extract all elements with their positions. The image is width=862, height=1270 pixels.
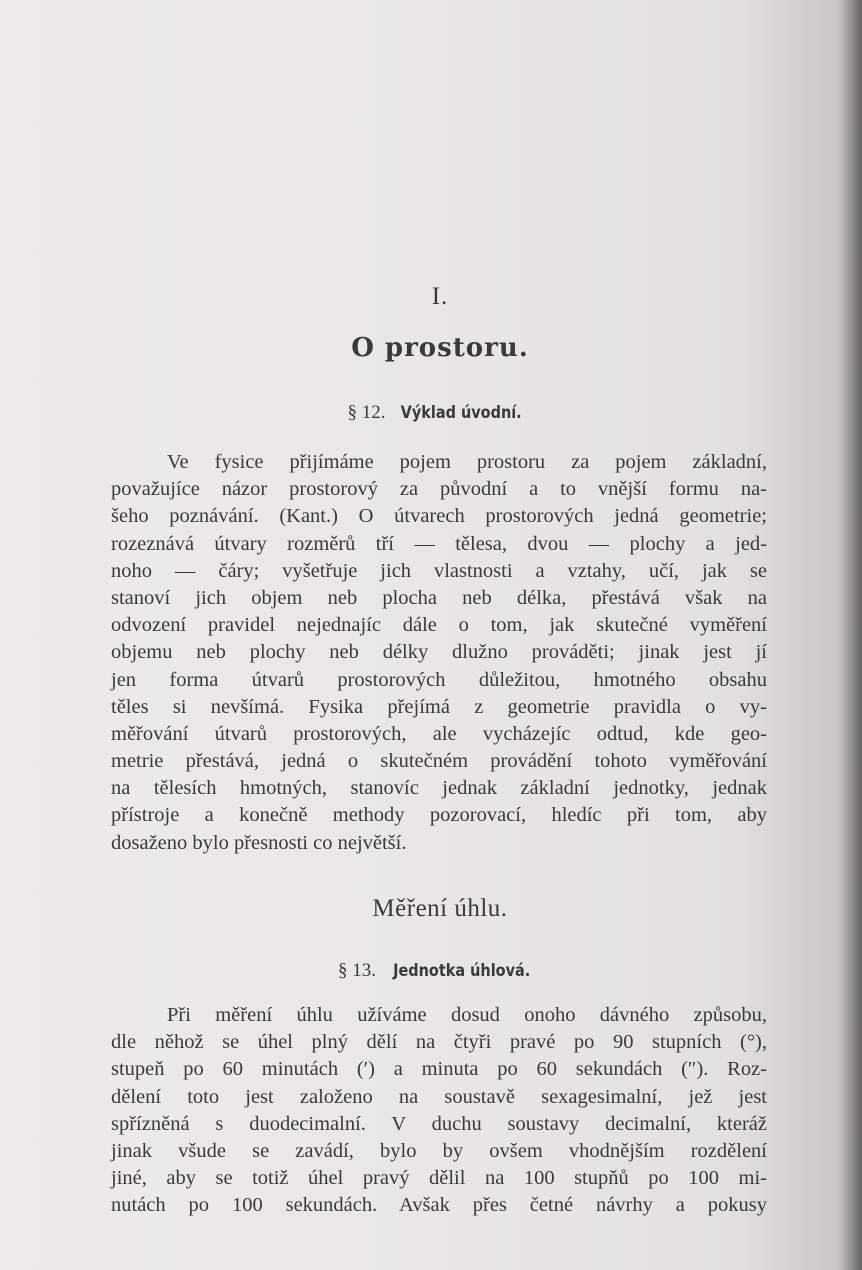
text-line: jiné, aby se totiž úhel pravý dělil na 100 stupňů po 100 mi- [111, 1167, 767, 1190]
text-line: Při měření úhlu užíváme dosud onoho dávného způsobu, [167, 1004, 767, 1026]
text-line: šeho poznávání. (Kant.) O útvarech prostorových jedná geometrie; [111, 505, 767, 528]
text-line: noho — čáry; vyšetřuje jich vlastnosti a vztahy, učí, jak se [111, 559, 767, 582]
text-line: dle něhož se úhel plný dělí na čtyři pravé po 90 stupních (°), [111, 1031, 767, 1054]
text-line: dělení toto jest založeno na soustavě sexagesimalní, jež jest [111, 1085, 767, 1108]
text-line: těles si nevšímá. Fysika přejímá z geometrie pravidla o vy- [111, 695, 767, 718]
section-heading-13 [0, 960, 862, 982]
subheading: Měření úhlu. [372, 895, 508, 922]
text-line: na tělesích hmotných, stanovíc jednak základní jednotky, jednak [111, 777, 767, 800]
page-gutter-shadow [840, 0, 862, 1270]
chapter-number: I. [431, 283, 449, 310]
text-line: Ve fysice přijímáme pojem prostoru za pojem základní, [167, 451, 767, 473]
text-line: měřování útvarů prostorových, ale vycházejíc odtud, kde geo- [111, 722, 767, 745]
section-12-paragraph [111, 449, 767, 857]
text-line: spřízněná s duodecimalní. V duchu soustavy decimalní, kteráž [111, 1112, 767, 1135]
section-heading-12 [0, 402, 862, 424]
text-line: považujíce názor prostorový za původní a to vnější formu na- [111, 478, 767, 501]
text-line: jinak všude se zavádí, bylo by ovšem vhodnějším rozdělení [111, 1139, 767, 1162]
section-number: § 13. [337, 960, 376, 981]
section-title: Jednotka úhlová. [392, 961, 530, 981]
text-line: jen forma útvarů prostorových důležitou, hmotného obsahu [111, 668, 767, 691]
chapter-title: O prostoru. [351, 333, 529, 363]
text-line: dosaženo bylo přesnosti co největší. [111, 831, 407, 854]
text-line: stanoví jich objem neb plocha neb délka, přestává však na [111, 586, 767, 609]
text-line: stupeň po 60 minutách (′) a minuta po 60 sekundách (″). Roz- [111, 1058, 767, 1081]
section-13-paragraph [111, 1002, 767, 1220]
text-line: objemu neb plochy neb délky dlužno prováděti; jinak jest jí [111, 641, 767, 664]
text-line: rozeznává útvary rozměrů tří — tělesa, dvou — plochy a jed- [111, 532, 767, 555]
text-line: nutách po 100 sekundách. Avšak přes četné návrhy a pokusy [111, 1194, 767, 1217]
section-title: Výklad úvodní. [400, 403, 522, 423]
text-line: metrie přestává, jedná o skutečném provádění tohoto vyměřování [111, 750, 767, 773]
text-line: přístroje a konečně methody pozorovací, hledíc při tom, aby [111, 804, 767, 827]
section-number: § 12. [347, 402, 386, 423]
text-line: odvození pravidel nejednajíc dále o tom, jak skutečné vyměření [111, 614, 767, 637]
